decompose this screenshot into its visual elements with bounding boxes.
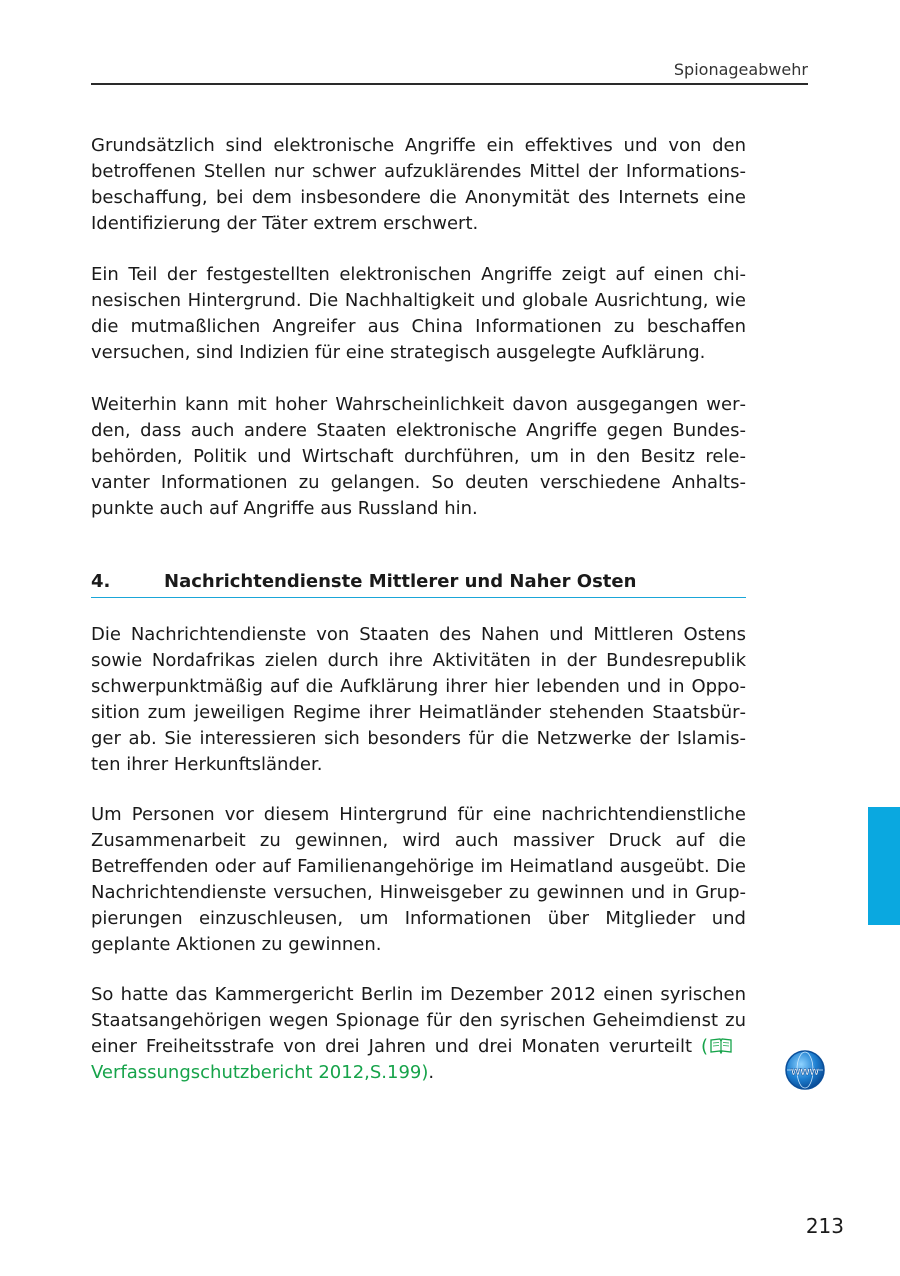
chapter-tab-marker <box>868 807 900 925</box>
www-icon-label: www <box>790 1064 820 1078</box>
section-paragraph-3-text: So hatte das Kammergericht Berlin im Dezember 2012 einen syrischen Staatsangehörigen wegen Spionage für den syrischen Geheimdienst zu einer Freiheitsstrafe von drei Jahren und drei Monaten verurteilt <box>91 984 746 1057</box>
reference-open-paren: ( <box>700 1036 708 1057</box>
reference-text: Verfassungschutzbericht 2012,S.199) <box>91 1062 429 1083</box>
paragraph-1: Grundsätzlich sind elektronische Angriffe ein effektives und von den betroffenen Stellen nur schwer aufzuklärendes Mittel der Informationsbeschaffung, bei dem insbesondere die Anonymität des Internets eine Identifizierung der Täter extrem erschwert. <box>91 135 746 234</box>
book-icon <box>710 1038 732 1054</box>
paragraph-2: Ein Teil der festgestellten elektronischen Angriffe zeigt auf einen chinesischen Hintergrund. Die Nachhaltigkeit und globale Ausrichtung, wie die mutmaßlichen Angreifer aus China Informationen zu beschaffen versuchen, sind Indizien für eine strategisch ausgelegte Aufklärung. <box>91 264 746 363</box>
www-globe-icon[interactable] <box>784 1049 826 1091</box>
section-heading <box>91 569 746 598</box>
section-title: Nachrichtendienste Mittlerer und Naher Osten <box>164 571 637 592</box>
section-paragraph-2: Um Personen vor diesem Hintergrund für eine nachrichtendienstliche Zusammenarbeit zu gewinnen, wird auch massiver Druck auf die Betreffenden oder auf Familienangehörige im Heimatland ausgeübt. Die Nachrichtendienste versuchen, Hinweisgeber zu gewinnen und in Gruppierungen einzuschleusen, um Informationen über Mitglieder und geplante Aktionen zu gewinnen. <box>91 804 746 955</box>
paragraph-3: Weiterhin kann mit hoher Wahrscheinlichkeit davon ausgegangen werden, dass auch andere Staaten elektronische Angriffe gegen Bundesbehörden, Politik und Wirtschaft durchführen, um in den Besitz relevanter Informationen zu gelangen. So deuten verschiedene Anhaltspunkte auch auf Angriffe aus Russland hin. <box>91 394 746 519</box>
header-divider <box>91 83 808 85</box>
reference-trailing: . <box>428 1062 435 1083</box>
page-number: 213 <box>805 1214 844 1238</box>
header-title: Spionageabwehr <box>673 60 808 79</box>
section-paragraph-1: Die Nachrichtendienste von Staaten des Nahen und Mittleren Ostens sowie Nordafrikas zielen durch ihre Aktivitäten in der Bundesrepublik schwerpunktmäßig auf die Aufklärung ihrer hier lebenden und in Opposition zum jeweiligen Regime ihrer Heimatländer stehenden Staatsbürger ab. Sie interessieren sich besonders für die Netzwerke der Islamisten ihrer Herkunftsländer. <box>91 624 746 775</box>
section-paragraph-3 <box>91 982 746 1086</box>
section-number: 4. <box>91 571 111 592</box>
